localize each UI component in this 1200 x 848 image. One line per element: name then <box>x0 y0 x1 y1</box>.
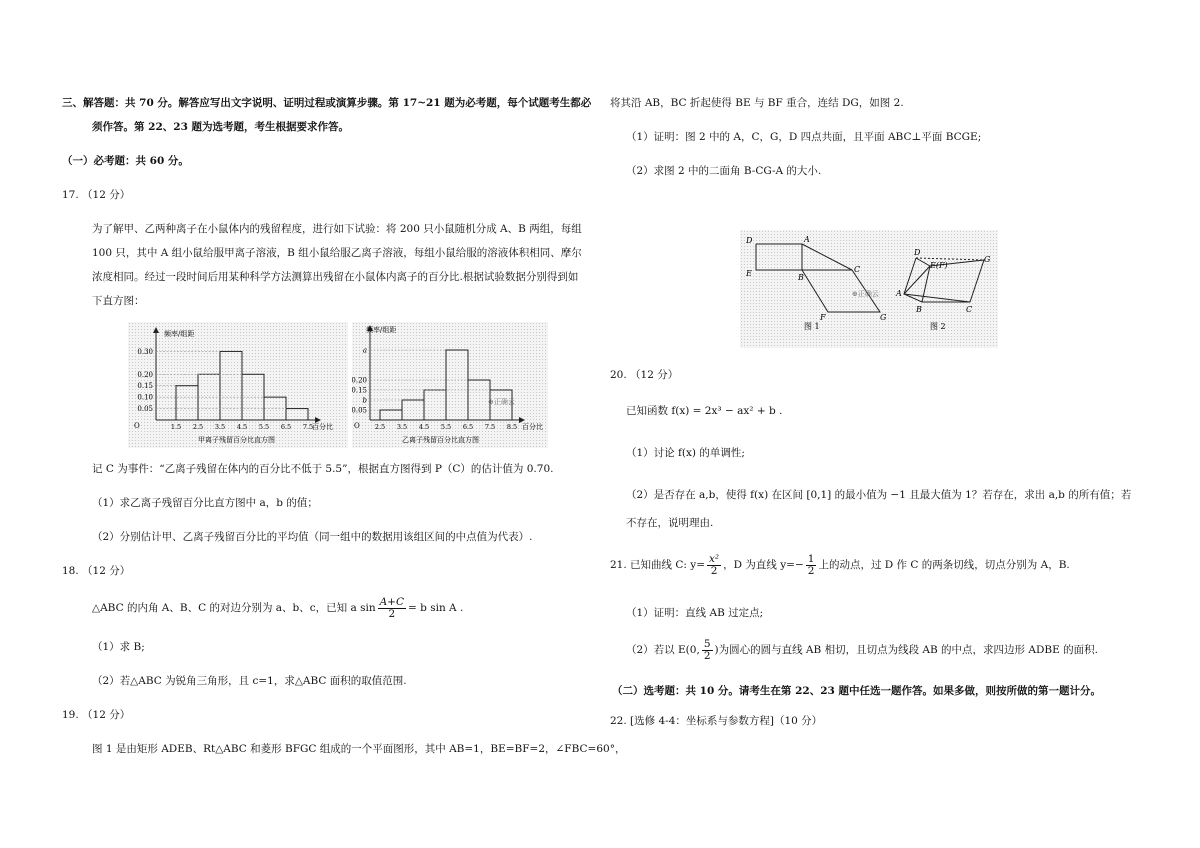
q21-stem-b: ，D 为直线 y=− <box>723 559 804 571</box>
q21-fraction-2 <box>806 554 817 577</box>
histA-ytick-label: 0.30 <box>137 347 153 356</box>
fig2-label-g: G <box>984 255 991 264</box>
histA-xtick-label: 2.5 <box>192 423 204 431</box>
q17-head: 17. （12 分） <box>62 189 131 201</box>
q19-sub1: （1）证明：图 2 中的 A，C，G，D 四点共面，且平面 ABC⊥平面 BCGE; <box>626 131 982 143</box>
q21-sub2-b: )为圆心的圆与直线 AB 相切，且切点为线段 AB 的中点，求四边形 ADBE 的面积. <box>714 644 1098 656</box>
hist-b-ylabel: 频率/组距 <box>366 326 397 334</box>
histB-ytick-label: 0.20 <box>352 376 367 385</box>
q19-p1: 图 1 是由矩形 ADEB、Rt△ABC 和菱形 BFGC 组成的一个平面图形，其中 AB=1，BE=BF=2，∠FBC=60°， <box>92 743 626 755</box>
fig2-caption: 图 2 <box>930 322 946 331</box>
q18-head: 18. （12 分） <box>62 565 131 577</box>
section3-line1: 三、解答题：共 70 分。解答应写出文字说明、证明过程或演算步骤。第 17~21 题为必考题，每个试题考生都必 <box>62 97 592 109</box>
histogram-a-figure <box>128 322 348 448</box>
q20-head: 20. （12 分） <box>610 369 679 381</box>
q17-event: 记 C 为事件：“乙离子残留在体内的百分比不低于 5.5”，根据直方图得到 P（C）的估计值为 0.70. <box>92 463 554 475</box>
fig1-caption: 图 1 <box>804 322 820 331</box>
q21-frac1-den: 2 <box>710 564 718 577</box>
q21-sub2 <box>626 638 1098 662</box>
q21-fraction-3 <box>702 639 713 662</box>
q19-fig1 <box>745 235 887 331</box>
q19-figure <box>740 230 998 348</box>
fig1-label-d: D <box>746 236 753 245</box>
q17-p2: 100 只，其中 A 组小鼠给服甲离子溶液，B 组小鼠给服乙离子溶液，每组小鼠给服的溶液体积相同、摩尔 <box>92 247 582 259</box>
histB-bar <box>446 350 468 420</box>
histA-xtick-label: 3.5 <box>214 423 226 431</box>
q18-stem <box>92 596 463 620</box>
histB-ytick-label: 0.05 <box>352 406 367 415</box>
q18-sub1: （1）求 B; <box>92 641 145 653</box>
q19-figure-svg <box>740 230 998 348</box>
q17-p4: 下直方图： <box>92 295 145 307</box>
q21-stem-a: 21. 已知曲线 C: y= <box>610 559 706 571</box>
histA-xtick-label: 1.5 <box>170 423 182 431</box>
histA-bar <box>176 386 198 420</box>
q19-head: 19. （12 分） <box>62 709 131 721</box>
q18-fraction <box>378 597 406 620</box>
q18-stem-a: △ABC 的内角 A、B、C 的对边分别为 a、b、c，已知 a sin <box>92 602 376 614</box>
histB-ytick-label: b <box>362 396 367 405</box>
q17-p1: 为了解甲、乙两种离子在小鼠体内的残留程度，进行如下试验：将 200 只小鼠随机分成 A、B 两组，每组 <box>92 223 582 235</box>
q21-stem-c: 上的动点，过 D 作 C 的两条切线，切点分别为 A，B. <box>818 559 1070 571</box>
hist-b-watermark: ⊕正确云 <box>488 398 515 406</box>
hist-b-xlabel: 百分比 <box>522 423 543 431</box>
q21-frac2-den: 2 <box>807 564 815 577</box>
histB-xtick-label: 2.5 <box>374 423 386 431</box>
q21-frac3-den: 2 <box>703 649 711 662</box>
q17-sub1: （1）求乙离子残留百分比直方图中 a，b 的值； <box>92 497 318 509</box>
fig1-label-g: G <box>880 313 887 322</box>
histogram-b-svg <box>352 322 548 448</box>
q21-sub2-a: （2）若以 E(0, <box>626 644 700 656</box>
fig2-edge-dg <box>916 258 984 260</box>
histB-xtick-label: 5.5 <box>440 423 452 431</box>
q21-frac2-num: 1 <box>807 552 815 565</box>
q19-continued: 将其沿 AB，BC 折起使得 BE 与 BF 重合，连结 DG，如图 2. <box>610 97 904 109</box>
required-section-title: （一）必考题：共 60 分。 <box>62 155 189 167</box>
histA-ytick-label: 0.20 <box>137 370 153 379</box>
hist-a-origin: O <box>134 422 140 430</box>
histB-xtick-label: 6.5 <box>462 423 474 431</box>
fig2-label-ef: E(F) <box>930 261 948 270</box>
histA-xtick-label: 7.5 <box>302 423 314 431</box>
q18-sub2: （2）若△ABC 为锐角三角形，且 c=1，求△ABC 面积的取值范围. <box>92 675 407 687</box>
fig2-label-d: D <box>914 248 921 257</box>
fig2-edge-ae <box>904 266 930 294</box>
histB-xtick-label: 4.5 <box>418 423 430 431</box>
fig1-label-c: C <box>854 265 861 274</box>
q20-sub1: （1）讨论 f(x) 的单调性; <box>626 447 745 459</box>
histB-bar <box>424 390 446 420</box>
fig1-label-f: F <box>820 313 826 322</box>
q18-stem-b: = b sin A . <box>408 602 464 614</box>
histB-xtick-label: 8.5 <box>506 423 518 431</box>
optional-section-title: （二）选考题：共 10 分。请考生在第 22、23 题中任选一题作答。如果多做，则按所做的第一题计分。 <box>612 685 1101 697</box>
histB-bar <box>380 410 402 420</box>
fig1-label-e: E <box>746 269 752 278</box>
fig2-label-a: A <box>896 289 902 298</box>
q18-frac-den: 2 <box>388 607 396 620</box>
triangle-abc <box>802 244 852 270</box>
histogram-b-figure <box>352 322 548 448</box>
histA-xtick-label: 5.5 <box>258 423 270 431</box>
q22-head: 22. [选修 4-4：坐标系与参数方程]（10 分） <box>610 715 823 727</box>
fig1-watermark: ⊕正确云 <box>852 290 879 298</box>
hist-b-origin: O <box>354 422 360 430</box>
q21-sub1: （1）证明：直线 AB 过定点; <box>626 607 764 619</box>
histB-bar <box>402 400 424 420</box>
q18-frac-num: A+C <box>379 595 405 608</box>
fig2-label-b: B <box>916 305 922 314</box>
q17-p3: 浓度相同。经过一段时间后用某种科学方法测算出残留在小鼠体内离子的百分比.根据试验数据分别得到如 <box>92 271 579 283</box>
hist-a-xlabel: 百分比 <box>312 423 333 431</box>
histA-ytick-label: 0.05 <box>137 405 153 414</box>
histA-bar <box>220 351 242 420</box>
histA-ytick-label: 0.15 <box>137 382 153 391</box>
q17-sub2: （2）分别估计甲、乙离子残留百分比的平均值（同一组中的数据用该组区间的中点值为代表）. <box>92 531 533 543</box>
histB-xtick-label: 7.5 <box>484 423 496 431</box>
histB-ytick-label: a <box>362 346 367 355</box>
q20-stem: 已知函数 f(x) = 2x³ − ax² + b . <box>626 405 783 417</box>
histA-xtick-label: 4.5 <box>236 423 248 431</box>
histB-ytick-label: 0.15 <box>352 386 367 395</box>
section3-line2: 须作答。第 22、23 题为选考题，考生根据要求作答。 <box>92 121 350 133</box>
histB-bar <box>468 380 490 420</box>
q19-fig2 <box>895 248 991 331</box>
q21-frac3-num: 5 <box>703 637 711 650</box>
hist-a-caption: 甲离子残留百分比直方图 <box>198 436 275 444</box>
hist-b-caption: 乙离子残留百分比直方图 <box>402 436 479 444</box>
q19-sub2: （2）求图 2 中的二面角 B-CG-A 的大小. <box>626 165 822 177</box>
histogram-a-svg <box>128 322 348 448</box>
histA-bar <box>286 409 308 420</box>
fig2-label-c: C <box>966 305 973 314</box>
q21-frac1-num: x² <box>709 552 720 565</box>
fig1-label-a: A <box>804 235 810 244</box>
q21-fraction-1 <box>707 554 721 577</box>
fig1-label-b: B <box>798 273 804 282</box>
histA-ytick-label: 0.10 <box>137 393 153 402</box>
histB-xtick-label: 3.5 <box>396 423 408 431</box>
q20-sub2-line2: 不存在，说明理由. <box>626 517 714 529</box>
q20-sub2-line1: （2）是否存在 a,b，使得 f(x) 在区间 [0,1] 的最小值为 −1 且最大值为 1？若存在，求出 a,b 的所有值；若 <box>626 489 1132 501</box>
hist-a-ylabel: 频率/组距 <box>164 330 195 338</box>
histA-xtick-label: 6.5 <box>280 423 292 431</box>
q21-stem <box>610 553 1070 577</box>
rect-adeb <box>756 244 802 270</box>
